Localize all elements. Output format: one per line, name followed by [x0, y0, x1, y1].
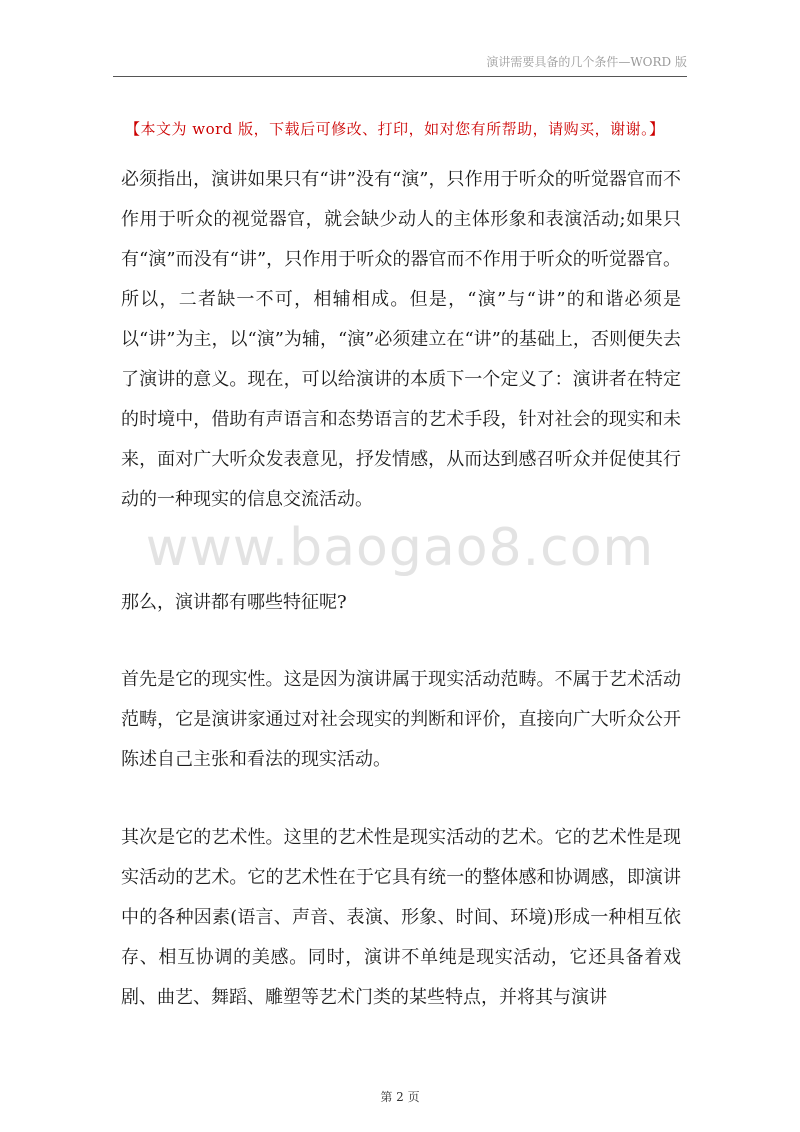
watermark: www.baogao8.com — [145, 518, 655, 578]
body-paragraph-3: 首先是它的现实性。这是因为演讲属于现实活动范畴。不属于艺术活动范畴，它是演讲家通过对社会现实的判断和评价，直接向广大听众公开陈述自己主张和看法的现实活动。 — [121, 669, 681, 770]
page-number: 第 2 页 — [380, 1090, 420, 1104]
body-paragraph-4: 其次是它的艺术性。这里的艺术性是现实活动的艺术。它的艺术性是现实活动的艺术。它的艺术性在于它具有统一的整体感和协调感，即演讲中的各种因素(语言、声音、表演、形象、时间、环境)形成一种相互依存、相互协调的美感。同时，演讲不单纯是现实活动，它还具备着戏剧、曲艺、舞蹈、雕塑等艺术门类的某些特点，并将其与演讲 — [121, 827, 681, 1008]
header-title: 演讲需要具备的几个条件—WORD 版 — [486, 55, 687, 69]
body-paragraph-1: 必须指出，演讲如果只有“讲”没有“演”，只作用于听众的听觉器官而不作用于听众的视觉器官，就会缺少动人的主体形象和表演活动;如果只有“演”而没有“讲”，只作用于听众的器官而不作用于听众的听觉器官。所以，二者缺一不可，相辅相成。但是，“演”与“讲”的和谐必须是以“讲”为主，以“演”为辅，“演”必须建立在“讲”的基础上，否则便失去了演讲的意义。现在，可以给演讲的本质下一个定义了：演讲者在特定的时境中，借助有声语言和态势语言的艺术手段，针对社会的现实和未来，面对广大听众发表意见，抒发情感，从而达到感召听众并促使其行动的一种现实的信息交流活动。 — [121, 169, 681, 510]
body-paragraph-2: 那么，演讲都有哪些特征呢? — [121, 592, 347, 613]
page-header — [113, 52, 687, 77]
download-notice: 【本文为 word 版，下载后可修改、打印，如对您有所帮助，请购买，谢谢。】 — [125, 120, 665, 138]
